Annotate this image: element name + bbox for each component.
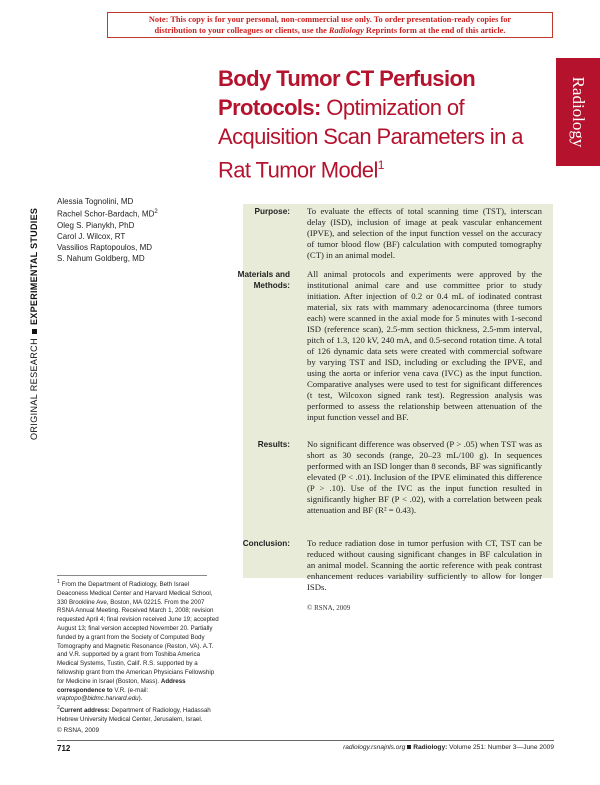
author-sup: 2 <box>154 209 158 215</box>
conclusion-text: To reduce radiation dose in tumor perfusion with CT, TST can be reduced without causing significant changes in BF calculation in an animal model. Scanning the aortic reference with peak contrast enhancement reduces variability sufficiently to allow for longer ISDs. <box>307 538 542 592</box>
journal-tab-label: Radiology <box>569 76 588 148</box>
purpose-text: To evaluate the effects of total scanning time (TST), interscan delay (ISD), inclusion of image at peak vascular enhancement (IPVE), and selection of the input function vessel on the accuracy of tumor blood flow (BF) calculation with computed tomography (CT) in an animal model. <box>307 206 542 260</box>
methods-text: All animal protocols and experiments were approved by the institutional animal care and use committee prior to study initiation. After injection of 0.2 or 0.4 mL of iodinated contrast material, six rats with mammary adenocarcinoma (three tumors each) were scanned in the axial mode for 5 minutes with 1-second ISD (reference scan), 2.5-mm section thickness, 2.5-mm interval, pitch of 1.3, 120 kV, 240 mA, and 0.5-second rotation time. A total of 126 dynamic data sets were created with commercial software by varying TST and ISD, including or excluding the IPVE, and using the aorta or inferior vena cava (IVC) as the input function. Comparative analyses were used to test for significant differences (t test, Wilcoxon signed rank test). Regression analysis was performed to assess the relationship between attenuation of the input function vessel and BF. <box>307 269 542 422</box>
journal-volume: Volume 251: Number 3—June 2009 <box>447 744 554 751</box>
footnote-correspondence-label: Address correspondence to <box>57 677 186 694</box>
footnote-mark: 2 <box>57 705 60 712</box>
author: Carol J. Wilcox, RT <box>57 231 126 241</box>
journal-citation <box>300 744 554 751</box>
current-address-text: Department of Radiology, Hadassah Hebrew University Medical Center, Jerusalem, Israel. <box>57 707 211 724</box>
purpose-label: Purpose: <box>254 207 290 216</box>
article-title <box>218 64 548 184</box>
methods-label: Materials and Methods: <box>237 270 290 290</box>
section-label: EXPERIMENTAL STUDIES <box>29 207 39 325</box>
author: Rachel Schor-Bardach, $MD^2$ <box>57 209 158 219</box>
footer-divider <box>57 740 554 741</box>
conclusion-label: Conclusion: <box>242 539 290 548</box>
title-regular: Optimization of Acquisition Scan Parameters in a Rat Tumor Model <box>218 95 523 183</box>
footnote-email-link[interactable]: vraptopo@bidmc.harvard.edu <box>57 695 139 703</box>
notice-line-2b: Reprints form at the end of this article. <box>363 26 506 35</box>
reprint-notice <box>107 12 553 38</box>
author-list <box>57 196 217 264</box>
author: Alessia Tognolini, MD <box>57 197 134 206</box>
author: Oleg S. Pianykh, PhD <box>57 220 135 230</box>
category-label: ORIGINAL RESEARCH <box>29 338 39 440</box>
results-text: No significant difference was observed (P > .05) when TST was as short as 30 seconds (range, 20–23 mL/100 g). In sequences performed with an ISD longer than 8 seconds, BF was significantly elevated (P < .01). Inclusion of the IPVE eliminated this difference (P > .10). Use of the IVC as the input function resulted in significantly higher BF (P < .02), with a correlation between peak attenuation and BF (R² = 0.43). <box>307 439 542 515</box>
journal-url-link[interactable]: radiology.rsnajnls.org <box>343 744 406 751</box>
square-bullet-icon <box>32 329 37 334</box>
footnote-mark: 1 <box>57 579 60 585</box>
author: Vassilios Raptopoulos, MD <box>57 242 153 252</box>
square-bullet-icon <box>407 745 411 749</box>
title-footnote-mark: 1 <box>377 158 384 172</box>
footnote-affiliation: From the Department of Radiology, Beth Israel Deaconess Medical Center and Harvard Medical School, 330 Brookline Ave, Boston, MA 02215. From the 2007 RSNA Annual Meeting. Received March 1, 2008; revision requested April 4; final revision received June 19; accepted August 13; final version accepted November 20. Partially funded by a grant from the Society of Computed Body Tomography and Magnetic Resonance (Reston, VA). A.T. and V.R. supported by a grant from Toshiba America Medical Systems, Tustin, Calif. R.S. supported by a fellowship grant from the American Physicians Fellowship for Medicine in Israel (Boston, Mass). <box>57 581 219 685</box>
title-bold: Body Tumor CT Perfusion Protocols: <box>218 66 476 120</box>
current-address-label: Current address: <box>59 707 110 715</box>
journal-tab <box>556 58 600 166</box>
footnote: $^1$ From the Department of Radiology, Beth Israel Deaconess Medical Center and Harvard Medical School, 330 Brookline Ave, Boston, MA 02215. From the 2007 RSNA Annual Meeting. Received March 1, 2008; revision requested April 4; final revision received June 19; accepted August 13; final version accepted November 20. Partially funded by a grant from the Society of Computed Body Tomography and Magnetic Resonance (Reston, VA). A.T. and V.R. supported by a grant from Toshiba America Medical Systems, Tustin, Calif. R.S. supported by a fellowship grant from the American Physicians Fellowship for Medicine in Israel (Boston, Mass). Address correspondence to V.R. (e-mail: vraptopo@bidmc.harvard.edu). $^2$Current address: Department of Radiology, Hadassah Hebrew University Medical Center, Jerusalem, Israel. <box>57 579 219 724</box>
abstract-copyright: © RSNA, 2009 <box>307 604 351 612</box>
results-label: Results: <box>257 440 290 449</box>
footnote-copyright: © RSNA, 2009 <box>57 727 100 734</box>
journal-name: Radiology: <box>413 744 448 751</box>
author: S. Nahum Goldberg, MD <box>57 253 145 263</box>
section-label-vertical <box>28 40 40 440</box>
page-number: 712 <box>57 744 71 753</box>
footnote-divider <box>57 575 207 576</box>
notice-journal-link[interactable]: Radiology <box>328 26 364 35</box>
notice-line-2a: distribution to your colleagues or clients, use the <box>154 26 329 35</box>
notice-line-1: Note: This copy is for your personal, non-commercial use only. To order presentation-ready copies for <box>148 15 512 24</box>
